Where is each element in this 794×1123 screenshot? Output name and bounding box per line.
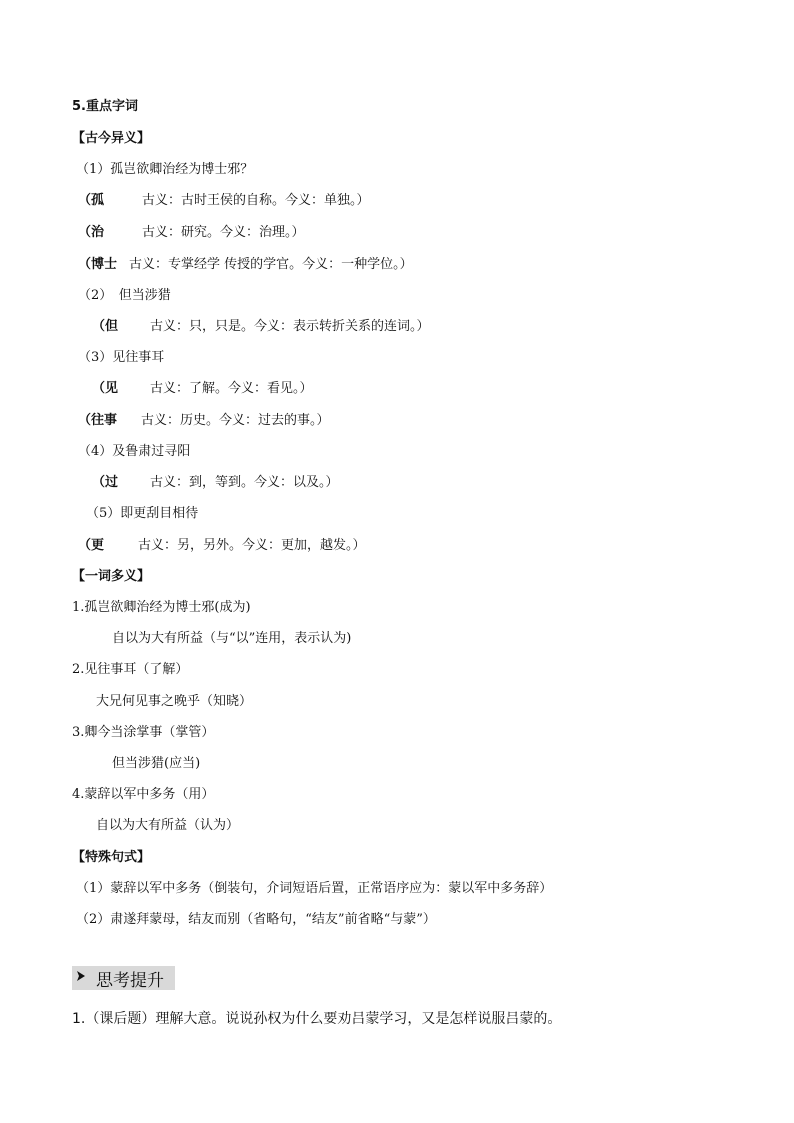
- yici-item: 1.孤岂欲卿治经为博士邪(成为): [72, 600, 251, 615]
- gujin-def: 古义：了解。今义：看见。）: [150, 381, 313, 396]
- gujin-word: （见: [92, 381, 119, 396]
- teshu-item: （2）肃遂拜蒙母，结友而别（省略句，“结友”前省略“与蒙”）: [76, 912, 436, 927]
- gujin-item: （4）及鲁肃过寻阳: [78, 444, 191, 459]
- gujin-item: （2） 但当涉猎: [78, 288, 171, 303]
- gujin-word: （往事: [78, 413, 118, 428]
- gujin-def: 古义：专掌经学 传授的学官。今义：一种学位。）: [129, 257, 413, 272]
- yici-heading: 【一词多义】: [72, 569, 151, 584]
- gujin-def: 古义：到，等到。今义：以及。）: [150, 475, 339, 490]
- gujin-item: [92, 475, 339, 491]
- gujin-item: [78, 257, 413, 273]
- gujin-item: （5）即更刮目相待: [86, 506, 199, 521]
- gujin-def: 古义：历史。今义：过去的事。）: [141, 413, 330, 428]
- yici-item: 2.见往事耳（了解）: [72, 662, 189, 677]
- gujin-item: [78, 538, 366, 554]
- gujin-word: （更: [78, 538, 105, 553]
- gujin-item: [92, 319, 430, 335]
- gujin-word: （博士: [78, 257, 118, 272]
- gujin-word: （治: [78, 225, 105, 240]
- gujin-def: 古义：古时王侯的自称。今义：单独。）: [142, 193, 370, 208]
- gujin-item: [92, 381, 313, 397]
- gujin-item: [78, 225, 305, 241]
- yici-item: 但当涉猎(应当): [112, 756, 201, 771]
- gujin-item: [78, 193, 370, 209]
- section-title: 5.重点字词: [72, 99, 138, 114]
- thinking-question: 1.（课后题）理解大意。说说孙权为什么要劝吕蒙学习，又是怎样说服吕蒙的。: [72, 1011, 562, 1027]
- gujin-def: 古义：研究。今义：治理。）: [142, 225, 305, 240]
- teshu-item: （1）蒙辞以军中多务（倒装句，介词短语后置，正常语序应为：蒙以军中多务辞）: [76, 881, 553, 896]
- gujin-word: （过: [92, 475, 119, 490]
- yici-item: 大兄何见事之晚乎（知晓）: [96, 694, 253, 709]
- yici-item: 自以为大有所益（与“以”连用，表示认为): [112, 631, 352, 646]
- yici-item: 3.卿今当涂掌事（掌管）: [72, 725, 215, 740]
- thinking-banner: [72, 966, 175, 990]
- gujin-item: （1）孤岂欲卿治经为博士邪？: [76, 162, 254, 177]
- yici-item: 自以为大有所益（认为）: [96, 818, 240, 833]
- gujin-word: （但: [92, 319, 119, 334]
- arrow-right-icon: [76, 970, 86, 986]
- gujin-word: （孤: [78, 193, 105, 208]
- gujin-item: [78, 413, 330, 429]
- thinking-title: 思考提升: [96, 970, 164, 991]
- teshu-heading: 【特殊句式】: [72, 850, 151, 865]
- gujin-item: （3）见往事耳: [78, 350, 165, 365]
- gujin-def: 古义：另，另外。今义：更加，越发。）: [138, 538, 366, 553]
- gujin-def: 古义：只，只是。今义：表示转折关系的连词。）: [150, 319, 430, 334]
- yici-item: 4.蒙辞以军中多务（用）: [72, 787, 215, 802]
- gujin-heading: 【古今异义】: [72, 131, 151, 146]
